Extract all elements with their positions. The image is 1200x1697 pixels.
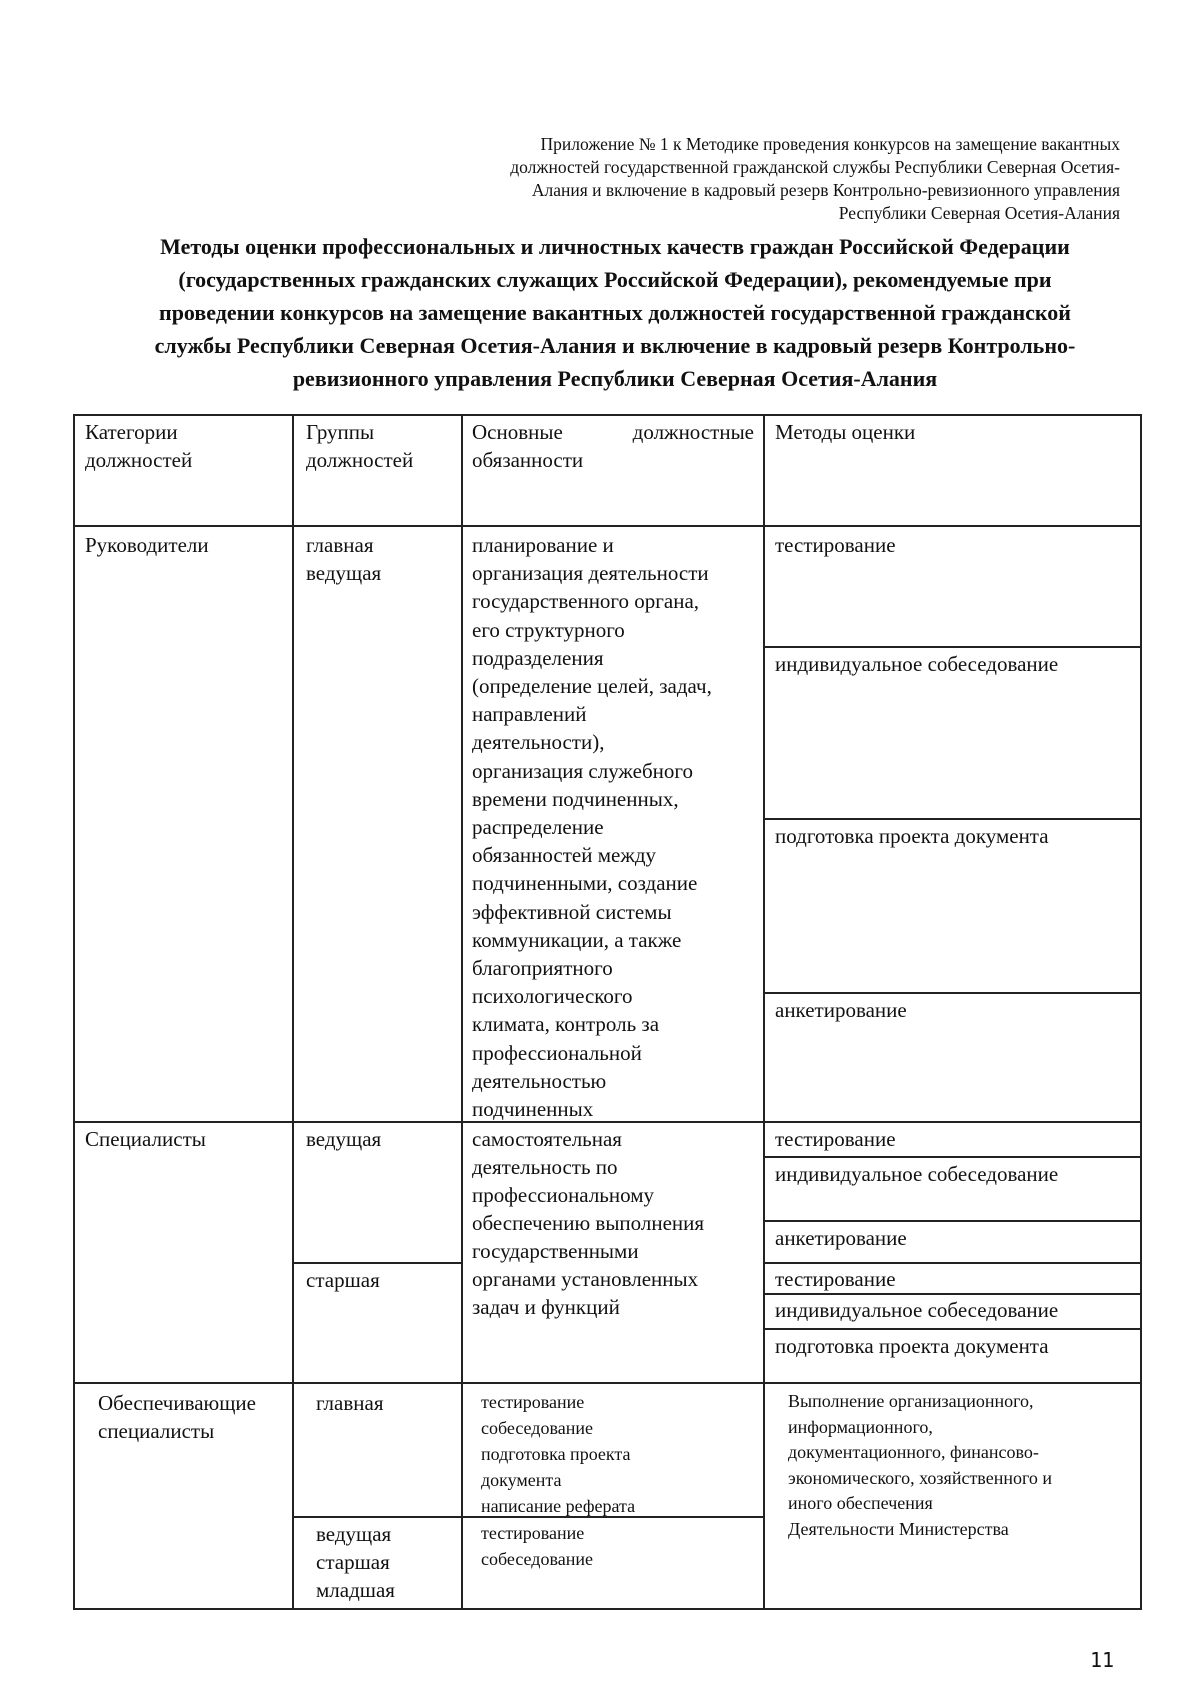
duties-line: направлений: [472, 702, 587, 727]
leaders-method: анкетирование: [775, 998, 907, 1022]
group-label: младшая: [316, 1578, 395, 1602]
group-label: ведущая: [306, 561, 382, 585]
duties-line: деятельностью: [472, 1068, 607, 1093]
duties-line: климата, контроль за: [472, 1012, 660, 1037]
group-label: главная: [306, 533, 374, 557]
leaders-duties: [472, 531, 712, 1123]
duties-line: государственными: [472, 1239, 639, 1263]
specialists-method: индивидуальное собеседование: [775, 1162, 1059, 1186]
category-line: специалисты: [98, 1419, 215, 1443]
appendix-note: [400, 133, 1120, 225]
specialists-method: анкетирование: [775, 1226, 907, 1250]
header-duties-line: [472, 418, 754, 446]
duties-line: подразделения: [472, 645, 604, 670]
duties-line: времени подчиненных,: [472, 786, 679, 811]
method-line: собеседование: [481, 1549, 593, 1569]
page-number: 11: [1090, 1648, 1115, 1672]
header-text: должностей: [85, 448, 193, 472]
method-line: собеседование: [481, 1418, 593, 1438]
specialists-method: тестирование: [775, 1127, 896, 1151]
group-label: старшая: [316, 1550, 390, 1574]
duties-line: обеспечению выполнения: [472, 1211, 705, 1235]
table-border: [292, 414, 294, 1610]
table-border: [763, 992, 1142, 994]
support-group: главная: [316, 1391, 384, 1415]
leaders-method: тестирование: [775, 533, 896, 557]
header-text: должностные: [632, 420, 754, 444]
leaders-method: индивидуальное собеседование: [775, 652, 1059, 676]
appendix-line: должностей государственной гражданской службы Республики Северная Осетия-: [510, 157, 1120, 177]
table-border: [73, 414, 75, 1610]
title-line: проведении конкурсов на замещение вакантных должностей государственной гражданской: [159, 300, 1071, 325]
duties-line: деятельности),: [472, 730, 605, 755]
duties-line: коммуникации, а также: [472, 927, 682, 952]
support-duties: [788, 1389, 1052, 1542]
specialists-method: тестирование: [775, 1267, 896, 1291]
table-border: [461, 414, 463, 1610]
method-line: тестирование: [481, 1523, 585, 1543]
table-border: [73, 525, 1142, 527]
table-border: [763, 1328, 1142, 1330]
table-border: [73, 1382, 1142, 1384]
table-border: [763, 1262, 1142, 1264]
header-methods: Методы оценки: [775, 420, 916, 444]
support-group: [316, 1520, 395, 1604]
header-text: Категории: [85, 420, 178, 444]
support-methods: [481, 1389, 635, 1519]
duties-line: органами установленных: [472, 1267, 699, 1291]
appendix-line: Приложение № 1 к Методике проведения конкурсов на замещение вакантных: [540, 134, 1120, 154]
table-border: [763, 1156, 1142, 1158]
table-border: [73, 1608, 1142, 1610]
duties-line: профессиональному: [472, 1183, 654, 1207]
table-border: [763, 1220, 1142, 1222]
duties-line: деятельность по: [472, 1155, 618, 1179]
duties-line: благоприятного: [472, 956, 613, 981]
leaders-category: Руководители: [85, 533, 209, 557]
header-duties: [472, 418, 754, 474]
leaders-method: подготовка проекта документа: [775, 824, 1049, 848]
duties-line: подчиненными, создание: [472, 871, 698, 896]
document-title: [95, 230, 1135, 395]
duties-line: Деятельности Министерства: [788, 1518, 1009, 1539]
duties-line: государственного органа,: [472, 589, 700, 614]
duties-line: информационного,: [788, 1416, 933, 1437]
duties-line: психологического: [472, 984, 633, 1009]
title-line: (государственных гражданских служащих Российской Федерации), рекомендуемые при: [178, 267, 1052, 292]
header-text: Основные: [472, 420, 563, 444]
header-text: обязанности: [472, 448, 584, 472]
header-text: должностей: [306, 448, 414, 472]
duties-line: Выполнение организационного,: [788, 1391, 1034, 1411]
method-line: тестирование: [481, 1392, 585, 1412]
duties-line: документационного, финансово-: [788, 1442, 1039, 1462]
specialists-method: подготовка проекта документа: [775, 1334, 1049, 1358]
title-line: службы Республики Северная Осетия-Алания и включение в кадровый резерв Контрольно-: [154, 333, 1076, 358]
title-line: ревизионного управления Республики Северная Осетия-Алания: [292, 366, 938, 391]
table-border: [763, 646, 1142, 648]
header-groups: [306, 418, 413, 474]
specialists-group: ведущая: [306, 1127, 382, 1151]
table-border: [1140, 414, 1142, 1610]
method-line: подготовка проекта: [481, 1444, 631, 1464]
duties-line: иного обеспечения: [788, 1493, 933, 1513]
duties-line: планирование и: [472, 533, 614, 557]
method-line: написание реферата: [481, 1496, 636, 1516]
specialists-category: Специалисты: [85, 1127, 206, 1151]
duties-line: задач и функций: [472, 1295, 620, 1319]
duties-line: организация служебного: [472, 758, 694, 783]
duties-line: распределение: [472, 815, 604, 840]
appendix-line: Республики Северная Осетия-Алания: [838, 203, 1120, 223]
duties-line: подчиненных: [472, 1097, 594, 1122]
specialists-duties: [472, 1125, 704, 1321]
table-border: [73, 414, 1142, 416]
duties-line: его структурного: [472, 617, 625, 642]
title-line: Методы оценки профессиональных и личностных качеств граждан Российской Федерации: [160, 234, 1070, 259]
category-line: Обеспечивающие: [98, 1391, 256, 1415]
support-category: [98, 1389, 256, 1445]
duties-line: эффективной системы: [472, 899, 672, 924]
specialists-method: индивидуальное собеседование: [775, 1298, 1059, 1322]
appendix-line: Алания и включение в кадровый резерв Контрольно-ревизионного управления: [531, 180, 1120, 200]
duties-line: профессиональной: [472, 1040, 642, 1065]
specialists-group: старшая: [306, 1268, 380, 1292]
group-label: ведущая: [316, 1522, 392, 1546]
duties-line: самостоятельная: [472, 1127, 622, 1151]
duties-line: экономического, хозяйственного и: [788, 1467, 1053, 1488]
table-border: [763, 1293, 1142, 1295]
leaders-groups: [306, 531, 381, 587]
table-border: [763, 818, 1142, 820]
duties-line: обязанностей между: [472, 843, 657, 868]
table-border: [292, 1262, 463, 1264]
header-categories: [85, 418, 192, 474]
duties-line: организация деятельности: [472, 561, 709, 586]
table-border: [763, 414, 765, 1610]
support-methods: [481, 1520, 593, 1572]
duties-line: (определение целей, задач,: [472, 674, 712, 699]
header-text: Группы: [306, 420, 375, 444]
method-line: документа: [481, 1470, 562, 1490]
